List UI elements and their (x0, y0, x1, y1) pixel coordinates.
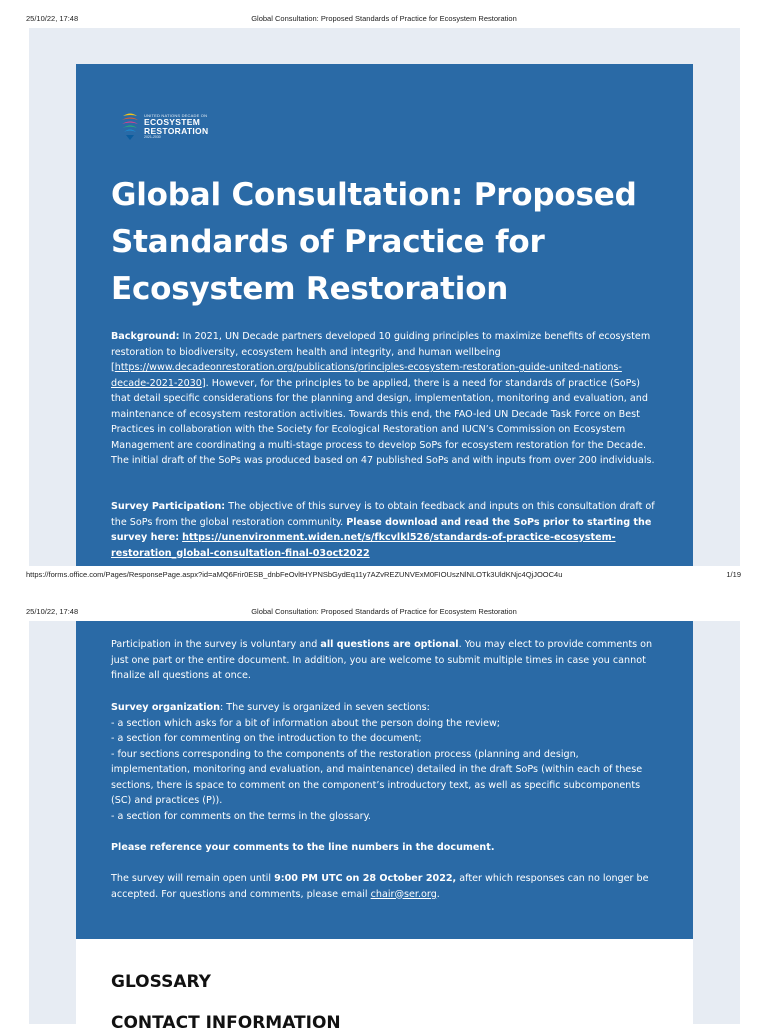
print-header (0, 10, 768, 24)
print-footer (0, 568, 768, 582)
org-item: - four sections corresponding to the components of the restoration process (planning and design, implementation, monitoring and evaluation, and maintenance) detailed in the draft SoPs (within each of these sections, there is space to comment on the component’s introductory text, as well as specific subcomponents (SC) and practices (P)). (111, 748, 643, 806)
print-url: https://forms.office.com/Pages/ResponsePage.aspx?id=aMQ6Frir0ESB_dnbFeOvltHYPNSbGydEq11y7AZvREZUNVExM0FIOUszNlNLOTk3UldKNjc4QjJOOC4u (26, 570, 563, 579)
section-contact-information: CONTACT INFORMATION (111, 1013, 341, 1033)
survey-organization-label: Survey organization (111, 702, 220, 713)
logo-text: UNITED NATIONS DECADE ON ECOSYSTEM RESTORATION 2021-2030 (144, 113, 209, 139)
background-label: Background: (111, 331, 180, 342)
survey-participation-label: Survey Participation: (111, 501, 226, 512)
sops-download-link[interactable]: https://unenvironment.widen.net/s/fkcvlkl526/standards-of-practice-ecosystem-restoration_global-consultation-final-03oct2022 (111, 532, 616, 559)
org-item: - a section which asks for a bit of information about the person doing the review; (111, 717, 501, 729)
principles-link[interactable]: https://www.decadeonrestoration.org/publications/principles-ecosystem-restoration-guide-united-nations-decade-2021-2030 (111, 362, 622, 389)
reference-note: Please reference your comments to the line numbers in the document. (111, 842, 495, 853)
form-title: Global Consultation: Proposed Standards of Practice for Ecosystem Restoration (111, 177, 637, 307)
print-header-2 (0, 603, 768, 617)
org-item: - a section for comments on the terms in the glossary. (111, 810, 371, 822)
org-item: - a section for commenting on the introduction to the document; (111, 733, 422, 744)
participation-paragraph: Participation in the survey is voluntary and all questions are optional. You may elect to provide comments on just one part or the entire document. In addition, you are welcome to submit multiple times in case you cannot finalize all questions at once. (111, 639, 653, 681)
background-paragraph: Background: In 2021, UN Decade partners developed 10 guiding principles to maximize benefits of ecosystem restoration to biodiversity, ecosystem health and integrity, and human wellbeing [https://www.decadeonrestoration.org/publications/principles-ecosystem-restoration-guide-united-nations-decade-2021-2030]. However, for the principles to be applied, there is a need for standards of practice (SoPs) that detail specific considerations for the planning and design, implementation, monitoring and evaluation, and maintenance of ecosystem restoration activities. Towards this end, the FAO-led UN Decade Task Force on Best Practices in collaboration with the Society for Ecological Restoration and IUCN’s Commission on Ecosystem Management are coordinating a multi-stage process to develop SoPs for ecosystem restoration for the Decade. The initial draft of the SoPs was produced based on 47 published SoPs and with inputs from over 200 individuals. (111, 331, 655, 466)
email-link[interactable]: chair@ser.org (370, 888, 437, 900)
print-page-number: 1/19 (726, 570, 741, 579)
print-title-2: Global Consultation: Proposed Standards of Practice for Ecosystem Restoration (251, 607, 517, 616)
print-date-2: 25/10/22, 17:48 (26, 607, 79, 616)
survey-open-paragraph: The survey will remain open until 9:00 PM UTC on 28 October 2022, after which responses can no longer be accepted. For questions and comments, please email chair@ser.org. (111, 873, 649, 900)
section-glossary: GLOSSARY (111, 972, 211, 992)
page-cut (0, 566, 768, 568)
print-title: Global Consultation: Proposed Standards of Practice for Ecosystem Restoration (251, 14, 517, 23)
survey-participation-paragraph: Survey Participation: The objective of this survey is to obtain feedback and inputs on this consultation draft of the SoPs from the global restoration community. Please download and read the SoPs prior to starting the survey here: https://unenvironment.widen.net/s/fkcvlkl526/standards-of-practice-ecosystem-restoration_global-consultation-final-03oct2022 (111, 501, 655, 559)
print-date: 25/10/22, 17:48 (26, 14, 79, 23)
survey-organization-paragraph: Survey organization: The survey is organized in seven sections: - a section which asks for a bit of information about the person doing the review; - a section for commenting on the introduction to the document; - four sections corresponding to the components of the restoration process (planning and design, implementation, monitoring and evaluation, and maintenance) detailed in the draft SoPs (within each of these sections, there is space to comment on the component’s introductory text, as well as specific subcomponents (SC) and practices (P)). - a section for comments on the terms in the glossary. (111, 702, 643, 822)
